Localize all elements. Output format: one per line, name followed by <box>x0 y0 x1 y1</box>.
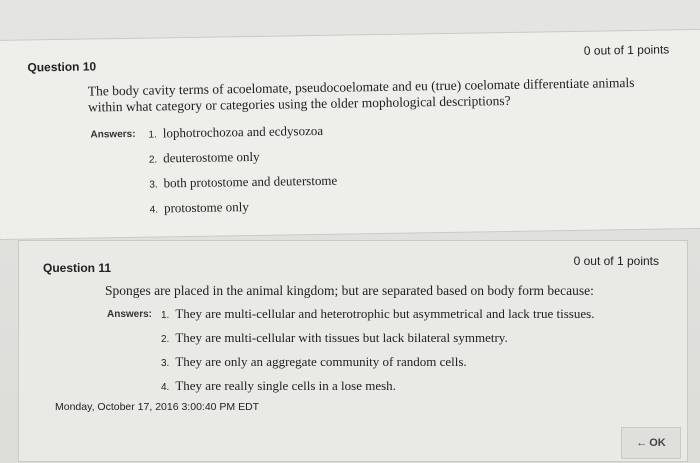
answers-label: Answers: <box>90 128 136 141</box>
question-text: Sponges are placed in the animal kingdom; but are separated based on body form because: <box>105 283 594 298</box>
question-title: Question 11 <box>43 261 112 275</box>
answer-item: 4. They are really single cells in a lose mesh. <box>161 378 396 393</box>
answer-item: 2. deuterostome only <box>148 148 260 166</box>
question-10-panel <box>0 29 700 240</box>
answer-item: 1. lophotrochozoa and ecdysozoa <box>148 122 324 141</box>
answer-item: 4. protostome only <box>149 199 249 216</box>
answer-item: 3. They are only an aggregate community of random cells. <box>161 354 467 369</box>
question-title: Question 10 <box>27 59 97 75</box>
answer-item: 1. They are multi-cellular and heterotrophic but asymmetrical and lack true tissues. <box>161 306 595 321</box>
submission-timestamp: Monday, October 17, 2016 3:00:40 PM EDT <box>55 401 260 413</box>
question-11-panel <box>18 240 688 462</box>
points-score: 0 out of 1 points <box>573 254 659 268</box>
ok-button[interactable]: ← OK <box>621 427 681 459</box>
question-text: The body cavity terms of acoelomate, pseudocoelomate and eu (true) coelomate differentiate animals within what category or categories using the older mophological descriptions? <box>87 74 635 115</box>
points-score: 0 out of 1 points <box>583 42 670 58</box>
arrow-left-icon: ← <box>636 437 648 449</box>
answer-item: 2. They are multi-cellular with tissues but lack bilateral symmetry. <box>161 330 508 345</box>
answer-item: 3. both protostome and deuterstome <box>149 172 338 191</box>
answers-label: Answers: <box>107 309 153 320</box>
